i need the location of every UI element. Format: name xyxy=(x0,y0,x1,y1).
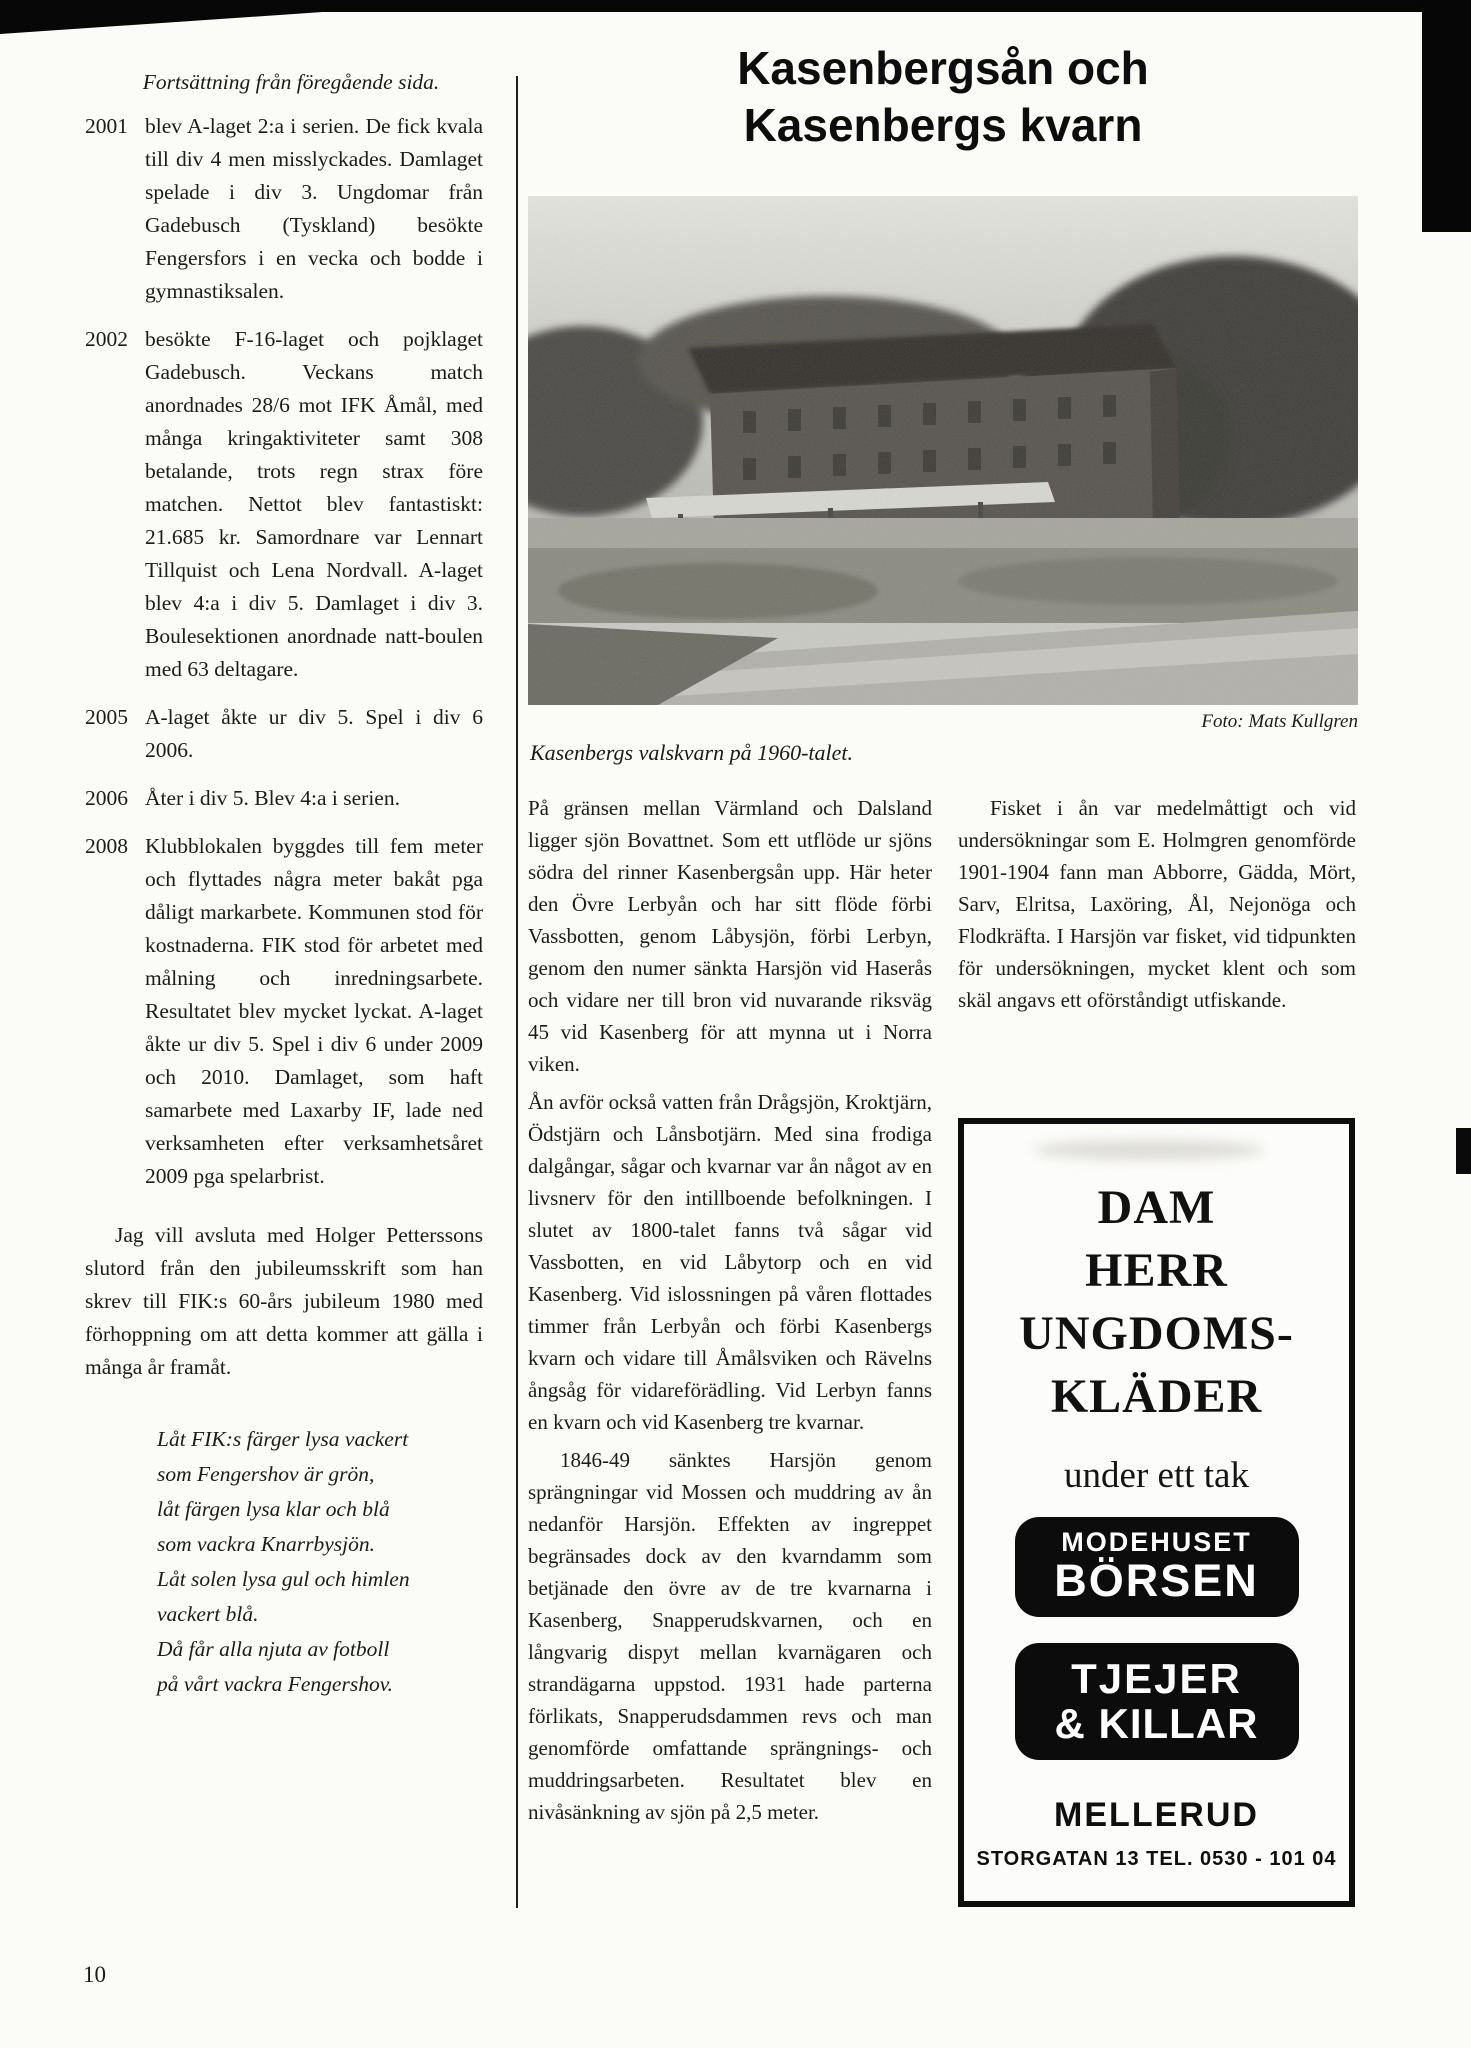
ad-logo-tjejer-killar xyxy=(1015,1643,1299,1760)
advertisement-box xyxy=(958,1118,1355,1907)
ad-headline-line: KLÄDER xyxy=(1050,1370,1263,1423)
ad-logo-line: MODEHUSET xyxy=(1061,1527,1252,1557)
timeline-text: blev A-laget 2:a i serien. De fick kvala till div 4 men misslyckades. Damlaget spelade i div 3. Ungdomar från Gadebusch (Tyskland) besökte Fengersfors i en vecka och bodde i gymnastiksalen. xyxy=(145,114,483,303)
timeline-entry-2005 xyxy=(85,701,483,767)
closing-paragraph: Jag vill avsluta med Holger Petterssons slutord från den jubileumsskrift som han skrev till FIK:s 60-års jubileum 1980 med förhoppning om att detta kommer att gälla i många år framåt. xyxy=(85,1223,483,1379)
column-divider-rule xyxy=(516,76,518,1908)
ad-headline xyxy=(964,1176,1349,1428)
ad-tagline: under ett tak xyxy=(1064,1455,1249,1496)
poem-line: Låt solen lysa gul och himlen xyxy=(157,1567,410,1591)
timeline-year: 2005 xyxy=(85,705,128,729)
ad-address: STORGATAN 13 TEL. 0530 - 101 04 xyxy=(976,1848,1337,1870)
poem xyxy=(157,1422,483,1702)
timeline-entry-2006 xyxy=(85,782,483,815)
timeline-entry-2001 xyxy=(85,110,483,308)
timeline-year: 2008 xyxy=(85,834,128,858)
timeline-text: besökte F-16-laget och pojklaget Gadebusch. Veckans match anordnades 28/6 mot IFK Åmål, med många kringaktiviteter samt 308 betalande, trots regn strax före matchen. Nettot blev fantastiskt: 21.685 kr. Samordnare var Lennart Tillquist och Lena Nordvall. A-laget blev 4:a i div 5. Damlaget i div 3. Boulesektionen anordnade natt-boulen med 63 deltagare. xyxy=(145,327,483,681)
ad-headline-line: DAM xyxy=(1097,1181,1216,1234)
ad-logo-line: & KILLAR xyxy=(1054,1700,1259,1747)
article-column-2 xyxy=(958,792,1356,1022)
scan-top-left-wedge xyxy=(0,0,330,34)
mill-photo-illustration xyxy=(528,196,1358,705)
photo-credit: Foto: Mats Kullgren xyxy=(1201,711,1358,732)
timeline-year: 2001 xyxy=(85,114,128,138)
poem-line: på vårt vackra Fengershov. xyxy=(157,1672,394,1696)
ad-logo-line: TJEJER xyxy=(1071,1655,1242,1702)
timeline-text: Klubblokalen byggdes till fem meter och flyttades några meter bakåt pga dåligt markarbete. Kommunen stod för kostnaderna. FIK stod för arbetet med målning och inredningsarbete. Resultatet blev mycket lyckat. A-laget åkte ur div 5. Spel i div 6 under 2009 och 2010. Damlaget, som haft samarbete med Laxarby IF, lade ned verksamheten efter verksamhetsåret 2009 pga spelarbrist. xyxy=(145,834,483,1188)
photo-caption: Kasenbergs valskvarn på 1960-talet. xyxy=(530,740,854,765)
poem-line: som Fengershov är grön, xyxy=(157,1462,375,1486)
mill-photo xyxy=(528,196,1358,705)
scan-smudge xyxy=(1034,1140,1264,1160)
poem-line: låt färgen lysa klar och blå xyxy=(157,1497,390,1521)
ad-logo-modehuset-borsen xyxy=(1015,1517,1299,1617)
body-paragraph: På gränsen mellan Värmland och Dalsland ligger sjön Bovattnet. Som ett utflöde ur sjöns södra del rinner Kasenbergsån upp. Här heter den Övre Lerbyån och har sitt flöde förbi Vassbotten, genom Låbysjön, förbi Lerbyn, genom den numer sänkta Harsjön vid Haserås och vidare ner till bron vid nuvarande riksväg 45 vid Kasenberg för att mynna ut i Norra viken. xyxy=(528,796,932,1076)
poem-line: Då får alla njuta av fotboll xyxy=(157,1637,390,1661)
article-title-line2: Kasenbergs kvarn xyxy=(743,99,1143,151)
scan-right-edge xyxy=(1422,0,1471,232)
ad-headline-line: HERR xyxy=(1085,1244,1228,1297)
timeline-text: Åter i div 5. Blev 4:a i serien. xyxy=(145,786,400,810)
poem-line: vackert blå. xyxy=(157,1602,259,1626)
body-paragraph: Fisket i ån var medelmåttigt och vid undersökningar som E. Holmgren genomförde 1901-1904 fann man Abborre, Gädda, Mört, Sarv, Elritsa, Laxöring, Ål, Nejonöga och Flodkräfta. I Harsjön var fisket, vid tidpunkten för undersökningen, mycket klent och som skäl angavs ett oförståndigt utfiskande. xyxy=(958,796,1356,1012)
body-paragraph: Ån avför också vatten från Drågsjön, Kroktjärn, Ödstjärn och Lånsbotjärn. Med sina frodiga dalgångar, sågar och kvarnar var ån något av en livsnerv för den intillboende befolkningen. I slutet av 1800-talet fanns två sågar vid Vassbotten, en vid Låbytorp och en vid Kasenberg. Vid islossningen på våren flottades timmer från Lerbyån och förbi Kasenbergs kvarn och vidare till Åmålsviken och Rävelns ångsåg för vidareförädling. Vid Lerbyn fanns en kvarn och vid Kasenberg tre kvarnar. xyxy=(528,1090,932,1434)
poem-line: som vackra Knarrbysjön. xyxy=(157,1532,375,1556)
continuation-note: Fortsättning från föregående sida. xyxy=(142,70,440,94)
timeline-entry-2008 xyxy=(85,830,483,1193)
left-column xyxy=(85,66,483,1702)
body-paragraph: 1846-49 sänktes Harsjön genom sprängningar vid Mossen och muddring av ån nedanför Harsjön. Effekten av ingreppet begränsades dock av den kvarndamm som betjänade den övre av de tre kvarnarna i Kasenberg, Snapperudskvarnen, och en långvarig dispyt mellan kvarnägaren och strandägarna uppstod. 1931 hade parterna förlikats, Snapperudsdammen revs och man genomförde omfattande sprängnings- och muddringsarbeten. Resultatet blev en nivåsänkning av sjön på 2,5 meter. xyxy=(528,1448,932,1824)
article-title-line1: Kasenbergsån och xyxy=(737,42,1149,94)
timeline-entry-2002 xyxy=(85,323,483,686)
ad-logo-line: BÖRSEN xyxy=(1054,1555,1259,1606)
scan-right-mark xyxy=(1456,1128,1471,1174)
timeline-year: 2006 xyxy=(85,786,128,810)
timeline-text: A-laget åkte ur div 5. Spel i div 6 2006. xyxy=(145,705,483,762)
timeline-year: 2002 xyxy=(85,327,128,351)
ad-headline-line: UNGDOMS- xyxy=(1019,1307,1294,1360)
article-column-1 xyxy=(528,792,932,1834)
ad-city: MELLERUD xyxy=(1054,1796,1259,1834)
poem-line: Låt FIK:s färger lysa vackert xyxy=(157,1427,409,1451)
page-number: 10 xyxy=(83,1962,106,1987)
article-title xyxy=(528,40,1358,154)
